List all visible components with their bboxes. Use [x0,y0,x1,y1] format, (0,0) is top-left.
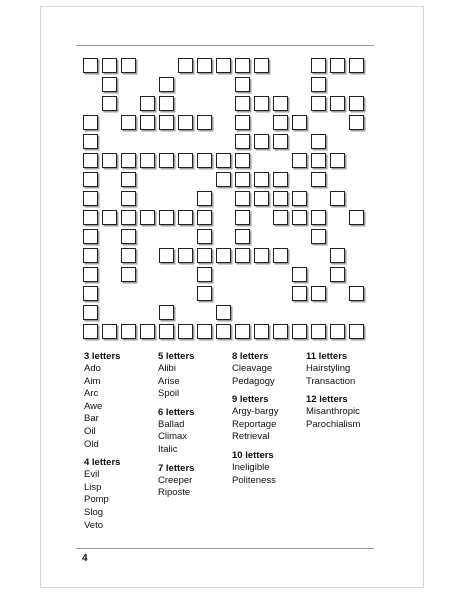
word-item: Ineligible [232,461,270,473]
grid-cell[interactable] [83,172,98,187]
grid-cell[interactable] [83,134,98,149]
word-group-header: 4 letters [84,457,121,469]
grid-cell[interactable] [102,324,117,339]
grid-cell[interactable] [102,58,117,73]
grid-cell[interactable] [83,324,98,339]
grid-cell[interactable] [235,210,250,225]
word-item: Pomp [84,494,109,506]
grid-cell[interactable] [254,324,269,339]
grid-cell[interactable] [159,324,174,339]
grid-cell[interactable] [197,115,212,130]
word-item: Pedagogy [232,375,275,387]
grid-cell[interactable] [159,77,174,92]
word-group-header: 7 letters [158,462,195,474]
grid-cell[interactable] [216,305,231,320]
word-group [158,463,238,500]
grid-cell[interactable] [235,172,250,187]
grid-cell[interactable] [197,210,212,225]
word-item: Transaction [306,375,356,387]
word-item: Misanthropic [306,406,360,418]
grid-cell[interactable] [235,115,250,130]
grid-cell[interactable] [121,58,136,73]
word-item: Alibi [158,363,176,374]
grid-cell[interactable] [216,324,231,339]
grid-cell[interactable] [216,58,231,73]
grid-cell[interactable] [197,153,212,168]
word-column-3 [232,351,312,493]
word-group [232,351,312,388]
grid-cell[interactable] [292,286,307,301]
grid-cell[interactable] [330,153,345,168]
grid-cell[interactable] [254,172,269,187]
page-number: 4 [82,553,88,564]
grid-cell[interactable] [273,248,288,263]
grid-cell[interactable] [235,134,250,149]
grid-cell[interactable] [349,58,364,73]
word-item: Climax [158,431,188,443]
word-group [306,351,386,388]
grid-cell[interactable] [83,267,98,282]
grid-cell[interactable] [311,286,326,301]
word-column-1 [84,351,164,538]
grid-cell[interactable] [102,210,117,225]
grid-cell[interactable] [273,324,288,339]
grid-cell[interactable] [83,153,98,168]
grid-cell[interactable] [330,96,345,111]
grid-cell[interactable] [254,134,269,149]
word-item: Old [84,438,99,450]
grid-cell[interactable] [121,324,136,339]
grid-cell[interactable] [311,134,326,149]
grid-cell[interactable] [292,324,307,339]
grid-cell[interactable] [349,115,364,130]
word-group [232,394,312,444]
grid-cell[interactable] [159,153,174,168]
grid-cell[interactable] [178,210,193,225]
word-item: Spoil [158,388,180,400]
word-item: Slog [84,506,104,518]
grid-cell[interactable] [292,267,307,282]
grid-cell[interactable] [102,96,117,111]
grid-cell[interactable] [292,153,307,168]
word-group [84,457,164,532]
grid-cell[interactable] [178,58,193,73]
grid-cell[interactable] [83,286,98,301]
grid-cell[interactable] [235,77,250,92]
grid-cell[interactable] [216,172,231,187]
grid-cell[interactable] [102,77,117,92]
word-group-header: 12 letters [306,394,348,406]
grid-cell[interactable] [311,96,326,111]
grid-cell[interactable] [311,77,326,92]
grid-cell[interactable] [349,210,364,225]
grid-cell[interactable] [216,248,231,263]
word-item: Bar [84,413,99,425]
grid-cell[interactable] [292,210,307,225]
bottom-rule [76,548,374,549]
grid-cell[interactable] [311,172,326,187]
top-rule [76,45,374,46]
grid-cell[interactable] [235,153,250,168]
grid-cell[interactable] [273,191,288,206]
word-item: Italic [158,443,178,455]
grid-cell[interactable] [235,58,250,73]
word-item: Lisp [84,481,102,493]
grid-cell[interactable] [102,153,117,168]
word-item: Ado [84,363,101,374]
grid-cell[interactable] [121,210,136,225]
grid-cell[interactable] [121,267,136,282]
grid-cell[interactable] [197,324,212,339]
grid-cell[interactable] [159,305,174,320]
grid-cell[interactable] [273,210,288,225]
grid-cell[interactable] [235,324,250,339]
grid-cell[interactable] [330,191,345,206]
grid-cell[interactable] [178,248,193,263]
word-item: Riposte [158,487,191,499]
word-column-4 [306,351,386,437]
word-group-header: 6 letters [158,406,195,418]
grid-cell[interactable] [159,248,174,263]
word-item: Arc [84,388,99,400]
grid-cell[interactable] [273,96,288,111]
word-item: Arise [158,375,180,387]
grid-cell[interactable] [197,229,212,244]
word-item: Hairstyling [306,363,351,374]
word-group [158,407,238,457]
grid-cell[interactable] [235,248,250,263]
grid-cell[interactable] [140,96,155,111]
grid-cell[interactable] [121,172,136,187]
word-group-header: 5 letters [158,351,195,362]
word-group-header: 8 letters [232,351,269,362]
word-item: Ballad [158,418,185,430]
word-item: Cleavage [232,363,273,374]
word-column-2 [158,351,238,506]
grid-cell[interactable] [140,115,155,130]
grid-cell[interactable] [83,58,98,73]
grid-cell[interactable] [121,115,136,130]
grid-cell[interactable] [254,96,269,111]
word-group-header: 11 letters [306,351,348,362]
word-item: Politeness [232,474,276,486]
grid-cell[interactable] [273,115,288,130]
word-item: Parochialism [306,418,361,430]
grid-cell[interactable] [311,153,326,168]
word-group [158,351,238,401]
grid-cell[interactable] [197,286,212,301]
word-item: Argy-bargy [232,406,279,418]
word-item: Evil [84,469,100,481]
grid-cell[interactable] [311,229,326,244]
grid-cell[interactable] [216,153,231,168]
grid-cell[interactable] [121,248,136,263]
grid-cell[interactable] [83,248,98,263]
grid-cell[interactable] [273,172,288,187]
grid-cell[interactable] [349,286,364,301]
word-group [232,450,312,487]
grid-cell[interactable] [121,191,136,206]
word-item: Oil [84,425,96,437]
word-group-header: 10 letters [232,449,274,461]
grid-cell[interactable] [159,96,174,111]
word-item: Aim [84,375,101,387]
grid-cell[interactable] [83,305,98,320]
grid-cell[interactable] [349,324,364,339]
word-group [84,351,164,451]
grid-cell[interactable] [235,229,250,244]
grid-cell[interactable] [197,248,212,263]
word-item: Veto [84,519,104,531]
grid-cell[interactable] [254,248,269,263]
grid-cell[interactable] [121,229,136,244]
grid-cell[interactable] [159,210,174,225]
grid-cell[interactable] [330,267,345,282]
word-group [306,394,386,431]
grid-cell[interactable] [292,115,307,130]
grid-cell[interactable] [311,58,326,73]
grid-cell[interactable] [235,191,250,206]
word-group-header: 9 letters [232,394,269,406]
grid-cell[interactable] [254,191,269,206]
grid-cell[interactable] [311,210,326,225]
grid-cell[interactable] [83,229,98,244]
grid-cell[interactable] [178,115,193,130]
grid-cell[interactable] [349,96,364,111]
grid-cell[interactable] [83,115,98,130]
word-item: Retrieval [232,431,270,443]
grid-cell[interactable] [197,191,212,206]
word-item: Awe [84,400,103,412]
grid-cell[interactable] [83,210,98,225]
grid-cell[interactable] [197,58,212,73]
word-group-header: 3 letters [84,351,121,362]
grid-cell[interactable] [292,191,307,206]
grid-cell[interactable] [178,153,193,168]
grid-cell[interactable] [178,324,193,339]
grid-cell[interactable] [159,115,174,130]
word-item: Creeper [158,474,193,486]
grid-cell[interactable] [273,134,288,149]
grid-cell[interactable] [140,210,155,225]
grid-cell[interactable] [330,58,345,73]
grid-cell[interactable] [140,153,155,168]
grid-cell[interactable] [235,96,250,111]
crossword-grid [83,58,349,343]
word-item: Reportage [232,418,277,430]
grid-cell[interactable] [197,267,212,282]
grid-cell[interactable] [121,153,136,168]
grid-cell[interactable] [254,58,269,73]
grid-cell[interactable] [140,324,155,339]
grid-cell[interactable] [330,324,345,339]
grid-cell[interactable] [330,248,345,263]
grid-cell[interactable] [83,191,98,206]
grid-cell[interactable] [311,324,326,339]
